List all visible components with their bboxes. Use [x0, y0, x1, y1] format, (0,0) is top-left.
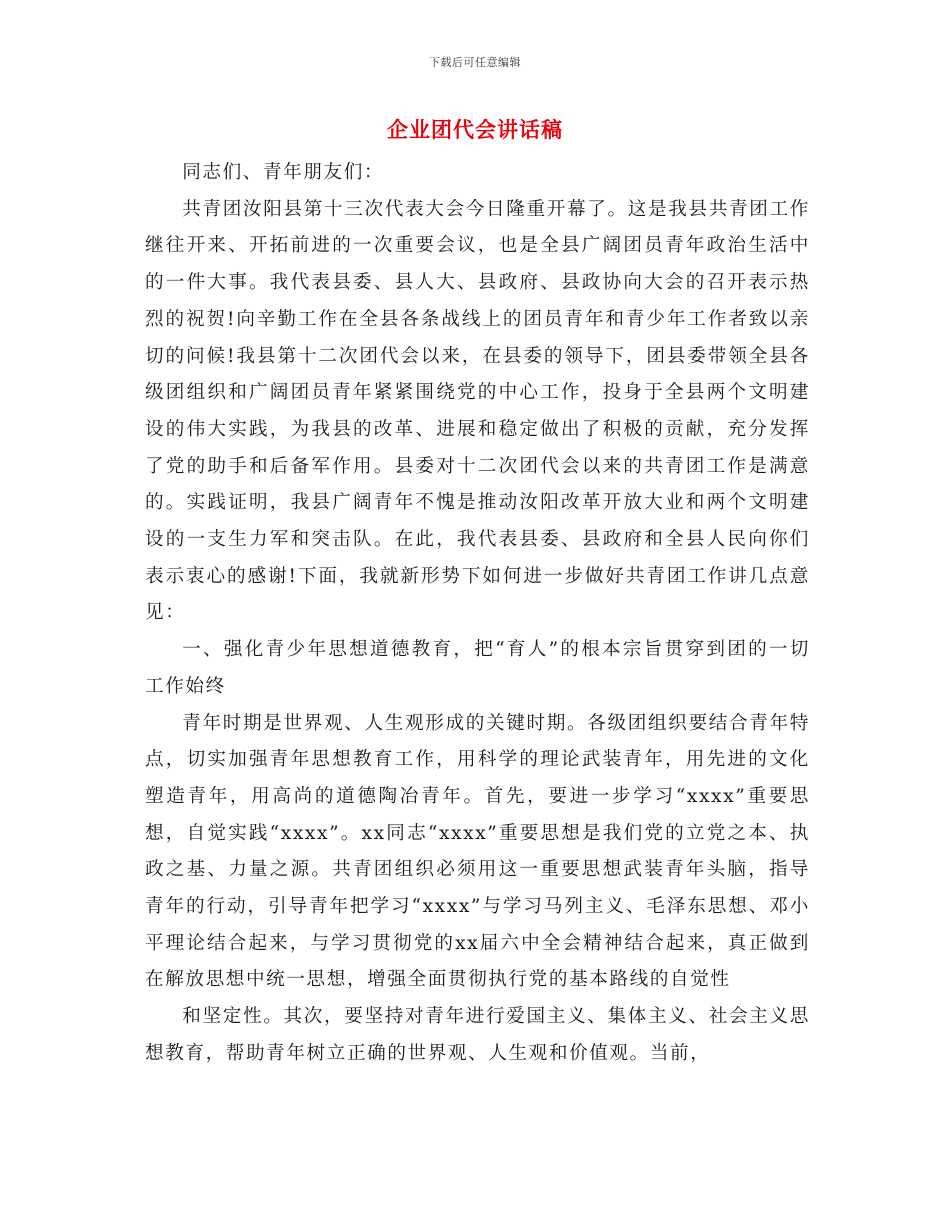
section-heading-1: 一、强化青少年思想道德教育，把“育人”的根本宗旨贯穿到团的一切工作始终 — [145, 639, 810, 697]
section-1-paragraph: 青年时期是世界观、人生观形成的关键时期。各级团组织要结合青年特点，切实加强青年思想教育工作，用科学的理论武装青年，用先进的文化塑造青年，用高尚的道德陶冶青年。首先，要进一步学习“xxxx”重要思想，自觉实践“xxxx”。xx同志“xxxx”重要思想是我们党的立党之本、执政之基、力量之源。共青团组织必须用这一重要思想武装青年头脑，指导青年的行动，引导青年把学习“xxxx”与学习马列主义、毛泽东思想、邓小平理论结合起来，与学习贯彻党的xx届六中全会精神结合起来，真正做到在解放思想中统一思想，增强全面贯彻执行党的基本路线的自觉性 — [145, 712, 810, 991]
document-body — [145, 155, 810, 1073]
header-note: 下载后可任意编辑 — [429, 56, 521, 69]
continuation-paragraph: 和坚定性。其次，要坚持对青年进行爱国主义、集体主义、社会主义思想教育，帮助青年树立正确的世界观、人生观和价值观。当前， — [145, 1006, 810, 1064]
opening-paragraph: 共青团汝阳县第十三次代表大会今日隆重开幕了。这是我县共青团工作继往开来、开拓前进的一次重要会议，也是全县广阔团员青年政治生活中的一件大事。我代表县委、县人大、县政府、县政协向大会的召开表示热烈的祝贺!向辛勤工作在全县各条战线上的团员青年和青少年工作者致以亲切的问候!我县第十二次团代会以来，在县委的领导下，团县委带领全县各级团组织和广阔团员青年紧紧围绕党的中心工作，投身于全县两个文明建设的伟大实践，为我县的改革、进展和稳定做出了积极的贡献，充分发挥了党的助手和后备军作用。县委对十二次团代会以来的共青团工作是满意的。实践证明，我县广阔青年不愧是推动汝阳改革开放大业和两个文明建设的一支生力军和突击队。在此，我代表县委、县政府和全县人民向你们表示衷心的感谢!下面，我就新形势下如何进一步做好共青团工作讲几点意见： — [145, 198, 810, 624]
document-title: 企业团代会讲话稿 — [387, 117, 563, 142]
salutation-paragraph: 同志们、青年朋友们： — [182, 162, 385, 183]
